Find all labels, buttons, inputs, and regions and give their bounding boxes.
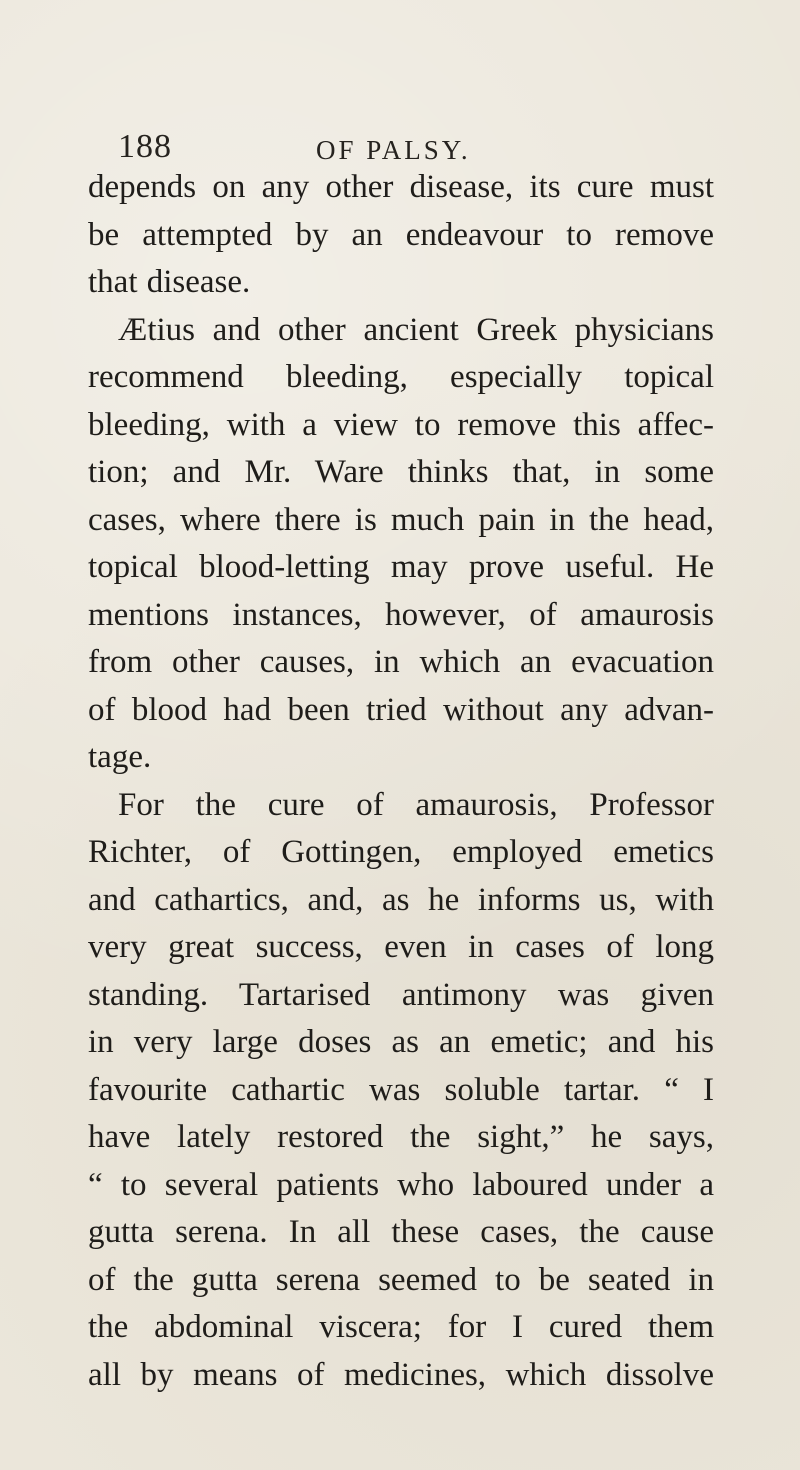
page-number: 188 — [118, 128, 172, 165]
text-line: the abdominal viscera; for I cured them — [88, 1309, 714, 1345]
text-line: be attempted by an endeavour to remove — [88, 216, 714, 253]
text-line: from other causes, in which an evacuation — [88, 644, 714, 680]
text-line: and cathartics, and, as he informs us, with — [88, 881, 714, 918]
text-line: recommend bleeding, especially topical — [88, 359, 714, 395]
running-title: OF PALSY. — [316, 135, 471, 165]
text-line: depends on any other disease, its cure must — [88, 169, 714, 205]
text-line: of blood had been tried without any advan- — [88, 691, 714, 728]
text-line: very great success, even in cases of long — [88, 929, 714, 965]
text-line: For the cure of amaurosis, Professor — [118, 786, 714, 823]
text-line: of the gutta serena seemed to be seated in — [88, 1261, 714, 1298]
body-text — [88, 164, 714, 1399]
text-line: tage. — [88, 739, 152, 775]
text-line: Richter, of Gottingen, employed emetics — [88, 834, 714, 870]
page-header — [0, 0, 800, 60]
text-line: cases, where there is much pain in the head, — [88, 501, 714, 538]
text-line: in very large doses as an emetic; and his — [88, 1024, 714, 1060]
text-line: Ætius and other ancient Greek physicians — [118, 311, 714, 348]
text-line: tion; and Mr. Ware thinks that, in some — [88, 454, 714, 490]
text-line: topical blood-letting may prove useful. He — [88, 549, 714, 585]
text-line: “ to several patients who laboured under a — [88, 1166, 714, 1203]
text-line: mentions instances, however, of amaurosis — [88, 596, 714, 633]
text-line: bleeding, with a view to remove this affec- — [88, 406, 714, 443]
text-line: that disease. — [88, 264, 251, 300]
text-line: all by means of medicines, which dissolve — [88, 1356, 714, 1393]
text-line: favourite cathartic was soluble tartar. “ I — [88, 1071, 714, 1108]
text-line: gutta serena. In all these cases, the cause — [88, 1214, 714, 1250]
text-line: standing. Tartarised antimony was given — [88, 976, 714, 1013]
text-line: have lately restored the sight,” he says, — [88, 1119, 714, 1155]
